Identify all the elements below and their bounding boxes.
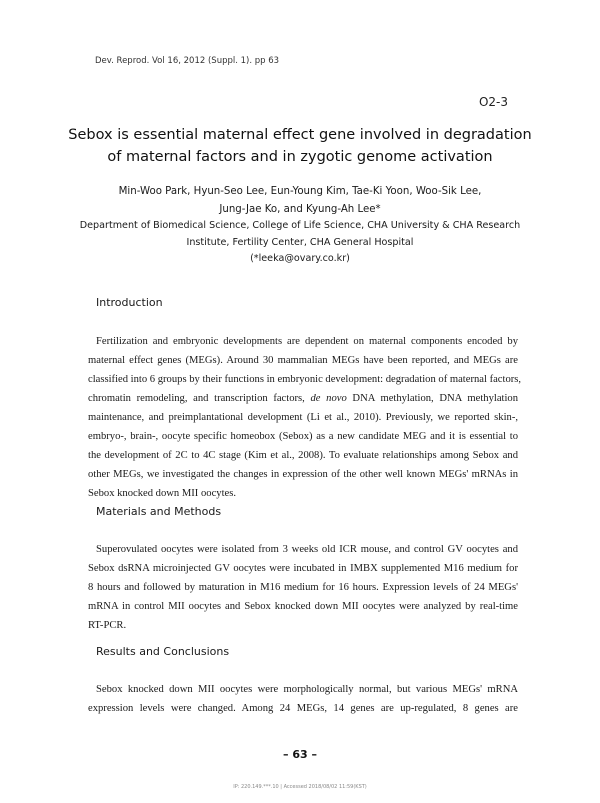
section-heading-results: Results and Conclusions: [96, 645, 230, 658]
text-line: Sebox dsRNA microinjected GV oocytes were incubated in IMBX supplemented M16 medium for: [88, 563, 518, 574]
paper-title: [60, 124, 540, 168]
affiliation: [60, 218, 540, 268]
text-line: the development of 2C to 4C stage (Kim et al., 2008). To evaluate relationships among Sebox and: [88, 450, 518, 461]
contact-email: (*leeka@ovary.co.kr): [250, 253, 350, 264]
text-line: maternal effect genes (MEGs). Around 30 mammalian MEGs have been reported, and MEGs are: [88, 355, 518, 366]
introduction-paragraph: [88, 332, 522, 503]
access-footer: IP: 220.149.***.10 | Accessed 2018/08/02 11:59(KST): [233, 784, 367, 790]
author-line: Jung-Jae Ko, and Kyung-Ah Lee*: [219, 203, 381, 215]
text-line-mixed: [88, 389, 518, 408]
author-line: Min-Woo Park, Hyun-Seo Lee, Eun-Young Kim, Tae-Ki Yoon, Woo-Sik Lee,: [118, 186, 482, 197]
affiliation-line: Department of Biomedical Science, College of Life Science, CHA University & CHA Research: [79, 220, 521, 231]
text-line: RT-PCR.: [88, 620, 127, 631]
text-line: other MEGs, we investigated the changes in expression of the other well known MEGs' mRNAs in: [88, 469, 518, 480]
text-segment: DNA methylation, DNA methylation: [352, 393, 519, 404]
italic-term: de novo: [310, 393, 347, 404]
title-line: of maternal factors and in zygotic genome activation: [107, 149, 493, 165]
page-number: – 63 –: [283, 748, 317, 761]
methods-paragraph: [88, 540, 518, 635]
text-line: Superovulated oocytes were isolated from 3 weeks old ICR mouse, and control GV oocytes and: [96, 544, 518, 555]
affiliation-line: Institute, Fertility Center, CHA General Hospital: [186, 236, 414, 248]
abstract-code: O2-3: [478, 95, 508, 109]
text-line: classified into 6 groups by their functions in embryonic development: degradation of maternal factors,: [88, 374, 522, 385]
text-line: maintenance, and preimplantational development (Li et al., 2010). Previously, we reported skin-,: [88, 412, 518, 423]
results-paragraph: [88, 680, 518, 718]
text-line: mRNA in control MII oocytes and Sebox knocked down MII oocytes were analyzed by real-time: [88, 601, 518, 612]
author-list: [60, 183, 540, 218]
title-line: Sebox is essential maternal effect gene involved in degradation: [68, 127, 532, 143]
journal-reference: Dev. Reprod. Vol 16, 2012 (Suppl. 1). pp 63: [95, 56, 280, 66]
text-line: embryo-, brain-, oocyte specific homeobox (Sebox) as a new candidate MEG and it is essential to: [88, 431, 518, 442]
text-line: expression levels were changed. Among 24 MEGs, 14 genes are up-regulated, 8 genes are: [88, 703, 518, 714]
text-line: Fertilization and embryonic developments are dependent on maternal components encoded by: [96, 336, 518, 347]
section-heading-introduction: Introduction: [96, 296, 163, 309]
text-line: Sebox knocked down MII oocytes.: [88, 488, 236, 499]
section-heading-methods: Materials and Methods: [96, 505, 222, 518]
text-line: Sebox knocked down MII oocytes were morphologically normal, but various MEGs' mRNA: [96, 684, 518, 695]
text-line: 8 hours and followed by maturation in M16 medium for 16 hours. Expression levels of 24 MEGs': [88, 582, 518, 593]
text-segment: chromatin remodeling, and transcription factors,: [88, 393, 305, 404]
